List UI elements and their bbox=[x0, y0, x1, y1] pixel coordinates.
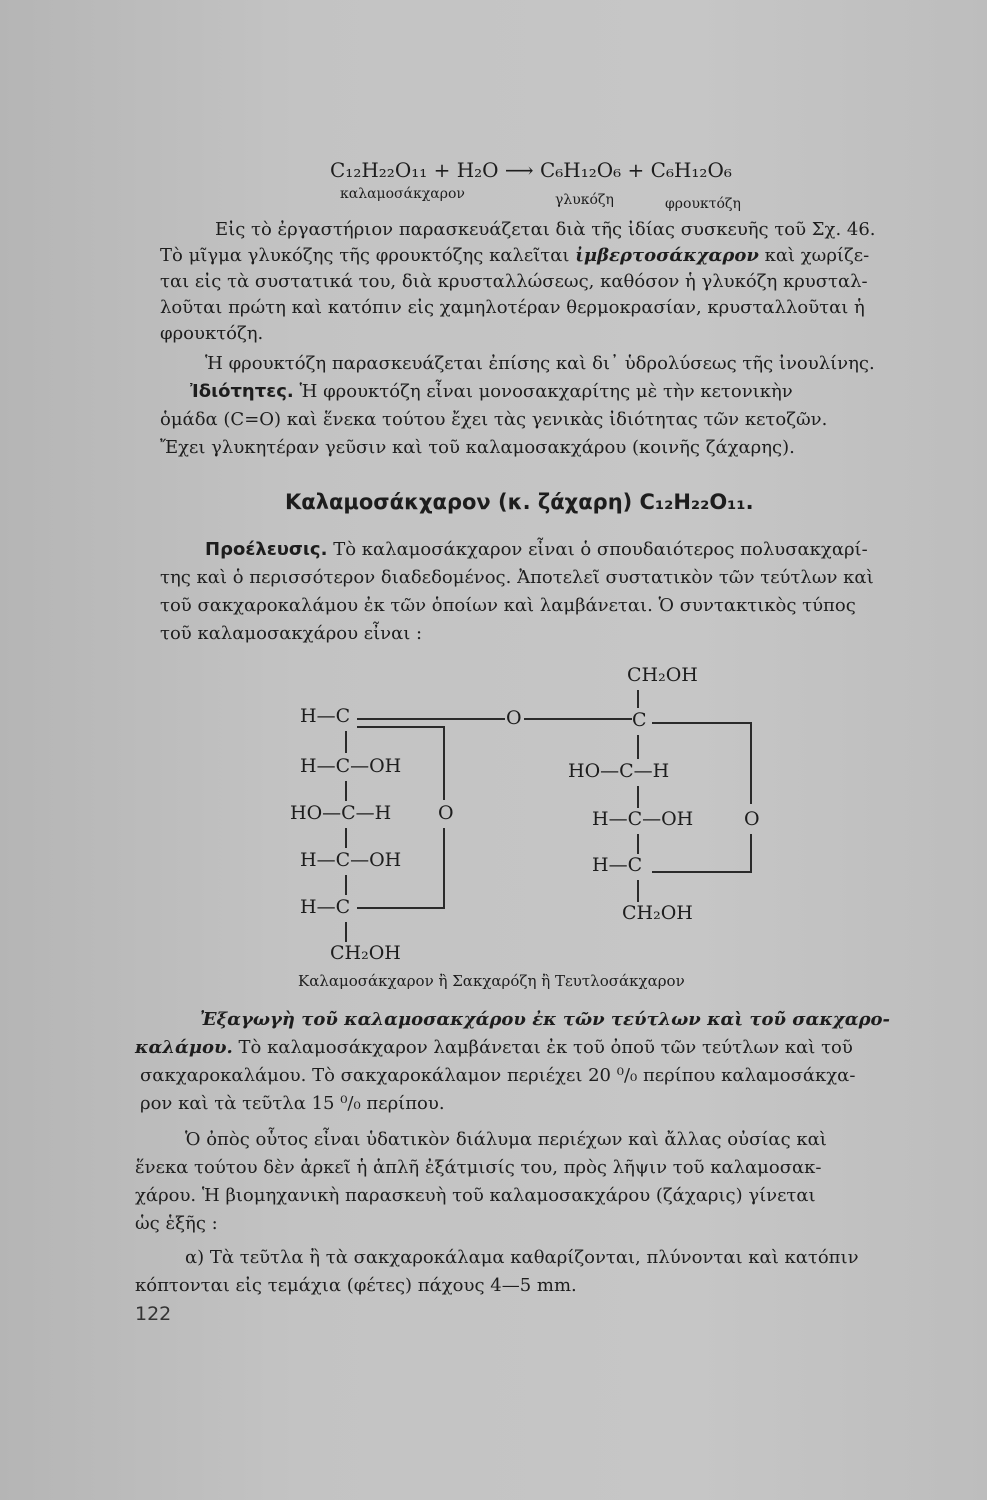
intro-line-1: Εἰς τὸ ἐργαστήριον παρασκευάζεται διὰ τῆς ἰδίας συσκευῆς τοῦ Σχ. 46. bbox=[215, 219, 876, 240]
right-bond-1 bbox=[637, 735, 639, 759]
left-ring-side-lower bbox=[443, 828, 445, 908]
properties-line-3: Ἔχει γλυκητέραν γεῦσιν καὶ τοῦ καλαμοσακχάρου (κοινῆς ζάχαρης). bbox=[160, 437, 795, 458]
right-ring-oxygen: O bbox=[744, 808, 760, 830]
right-ring-side-lower bbox=[750, 834, 752, 872]
properties-line-2: ὁμάδα (C=O) καὶ ἕνεκα τούτου ἔχει τὰς γενικὰς ἰδιότητας τῶν κετοζῶν. bbox=[160, 409, 828, 430]
equation-label-glucose: γλυκόζη bbox=[555, 192, 614, 208]
left-row-3: HO—C—H bbox=[290, 802, 392, 824]
bridge-bond-left bbox=[357, 718, 505, 720]
right-ring-side-upper bbox=[750, 722, 752, 804]
left-row-1: H—C bbox=[300, 705, 351, 727]
right-row-4: H—C bbox=[592, 854, 643, 876]
intro-line-4: λοῦται πρώτη καὶ κατόπιν εἰς χαμηλοτέραν θερμοκρασίαν, κρυσταλλοῦται ἡ bbox=[160, 297, 865, 318]
extraction-line-1 bbox=[135, 1036, 853, 1060]
hydrolysis-equation: C₁₂H₂₂O₁₁ + H₂O ⟶ C₆H₁₂O₆ + C₆H₁₂O₆ bbox=[330, 158, 732, 182]
term-invert-sugar: ἰμβερτοσάκχαρον bbox=[575, 245, 759, 266]
structure-caption: Καλαμοσάκχαρον ἢ Σακχαρόζη ἢ Τευτλοσάκχαρον bbox=[298, 972, 685, 990]
intro-line-2 bbox=[160, 244, 869, 268]
juice-line-2: ἕνεκα τούτου δὲν ἀρκεῖ ἡ ἁπλῆ ἐξάτμισίς του, πρὸς λῆψιν τοῦ καλαμοσακ- bbox=[135, 1157, 822, 1178]
extraction-heading-cont: καλάμου. bbox=[135, 1037, 233, 1058]
equation-label-sucrose: καλαμοσάκχαρον bbox=[340, 186, 465, 202]
bridge-bond-right bbox=[524, 718, 632, 720]
right-ring-top bbox=[652, 722, 752, 724]
bridge-oxygen: O bbox=[506, 707, 522, 729]
left-row-4: H—C—OH bbox=[300, 849, 402, 871]
juice-line-3: χάρου. Ἡ βιομηχανικὴ παρασκευὴ τοῦ καλαμοσακχάρου (ζάχαρις) γίνεται bbox=[135, 1185, 816, 1206]
left-bond-1 bbox=[345, 731, 347, 753]
properties-text-1: Ἡ φρουκτόζη εἶναι μονοσακχαρίτης μὲ τὴν κετονικὴν bbox=[299, 381, 793, 402]
left-row-5: H—C bbox=[300, 896, 351, 918]
right-bond-top bbox=[637, 690, 639, 708]
right-row-5: CH₂OH bbox=[622, 902, 693, 924]
left-row-2: H—C—OH bbox=[300, 755, 402, 777]
right-bond-4 bbox=[637, 880, 639, 902]
origin-line-3: τοῦ σακχαροκαλάμου ἐκ τῶν ὁποίων καὶ λαμβάνεται. Ὁ συντακτικὸς τύπος bbox=[160, 595, 856, 616]
properties-line-1 bbox=[190, 380, 793, 404]
left-ring-bottom bbox=[357, 907, 445, 909]
origin-line-4: τοῦ καλαμοσακχάρου εἶναι : bbox=[160, 623, 423, 644]
origin-line-2: της καὶ ὁ περισσότερον διαδεδομένος. Ἀποτελεῖ συστατικὸν τῶν τεύτλων καὶ bbox=[160, 567, 874, 588]
page-number: 122 bbox=[135, 1303, 172, 1325]
properties-heading: Ἰδιότητες. bbox=[190, 381, 294, 402]
left-bond-5 bbox=[345, 922, 347, 942]
step-a-line-1: α) Τὰ τεῦτλα ἢ τὰ σακχαροκάλαμα καθαρίζονται, πλύνονται καὶ κατόπιν bbox=[185, 1247, 859, 1268]
extraction-heading: Ἐξαγωγὴ τοῦ καλαμοσακχάρου ἐκ τῶν τεύτλων καὶ τοῦ σακχαρο- bbox=[200, 1009, 891, 1030]
extraction-text-1: Τὸ καλαμοσάκχαρον λαμβάνεται ἐκ τοῦ ὀποῦ τῶν τεύτλων καὶ τοῦ bbox=[238, 1037, 853, 1058]
left-bond-3 bbox=[345, 828, 347, 848]
intro-line-2-tail: καὶ χωρίζε- bbox=[764, 245, 870, 266]
right-row-3: H—C—OH bbox=[592, 808, 694, 830]
origin-text-1: Τὸ καλαμοσάκχαρον εἶναι ὁ σπουδαιότερος πολυσακχαρί- bbox=[333, 539, 868, 560]
juice-line-4: ὡς ἑξῆς : bbox=[135, 1213, 218, 1234]
right-ring-bottom bbox=[652, 871, 752, 873]
extraction-line-3: ρον καὶ τὰ τεῦτλα 15 ⁰/₀ περίπου. bbox=[140, 1093, 445, 1114]
left-ring-side-upper bbox=[443, 726, 445, 800]
intro-line-2-text: Τὸ μῖγμα γλυκόζης τῆς φρουκτόζης καλεῖται bbox=[160, 245, 570, 266]
left-bond-4 bbox=[345, 875, 347, 895]
origin-line-1 bbox=[205, 538, 868, 562]
left-ring-oxygen: O bbox=[438, 802, 454, 824]
origin-heading: Προέλευσις. bbox=[205, 539, 328, 560]
section-title: Καλαμοσάκχαρον (κ. ζάχαρη) C₁₂H₂₂O₁₁. bbox=[285, 490, 754, 514]
juice-line-1: Ὁ ὀπὸς οὗτος εἶναι ὑδατικὸν διάλυμα περιέχων καὶ ἄλλας οὐσίας καὶ bbox=[185, 1129, 827, 1150]
left-ring-top bbox=[357, 726, 445, 728]
left-bond-2 bbox=[345, 781, 347, 801]
right-bond-3 bbox=[637, 834, 639, 854]
equation-label-fructose: φρουκτόζη bbox=[665, 196, 741, 212]
inulin-line: Ἡ φρουκτόζη παρασκευάζεται ἐπίσης καὶ δι᾽ ὑδρολύσεως τῆς ἰνουλίνης. bbox=[205, 353, 875, 374]
right-row-1: C bbox=[632, 709, 647, 731]
step-a-line-2: κόπτονται εἰς τεμάχια (φέτες) πάχους 4—5 mm. bbox=[135, 1275, 577, 1296]
left-row-6: CH₂OH bbox=[330, 942, 401, 964]
right-top: CH₂OH bbox=[627, 664, 698, 686]
intro-line-5: φρουκτόζη. bbox=[160, 323, 264, 344]
right-bond-2 bbox=[637, 786, 639, 808]
right-row-2: HO—C—H bbox=[568, 760, 670, 782]
extraction-line-2: σακχαροκαλάμου. Τὸ σακχαροκάλαμον περιέχει 20 ⁰/₀ περίπου καλαμοσάκχα- bbox=[140, 1065, 856, 1086]
intro-line-3: ται εἰς τὰ συστατικά του, διὰ κρυσταλλώσεως, καθόσον ἡ γλυκόζη κρυσταλ- bbox=[160, 271, 868, 292]
